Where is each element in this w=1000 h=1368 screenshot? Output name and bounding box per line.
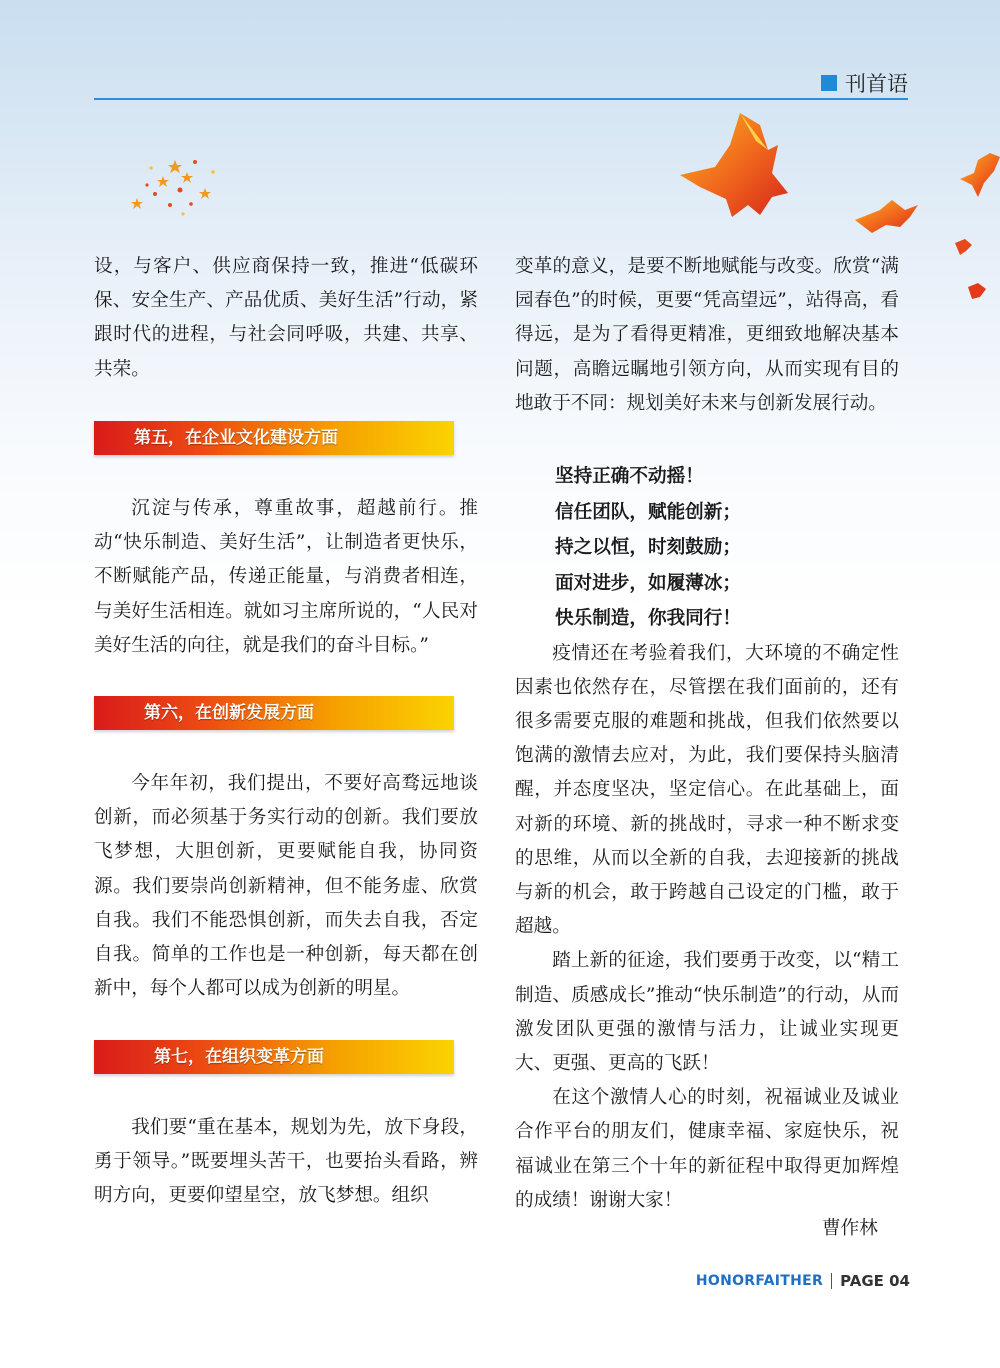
- paragraph: 今年年初，我们提出，不要好高骛远地谈创新，而必须基于务实行动的创新。我们要放飞梦想，大胆创新，更要赋能自我，协同资源。我们要崇尚创新精神，但不能务虚、欣赏自我。我们不能恐惧创新，而失去自我，否定自我。简单的工作也是一种创新，每天都在创新中，每个人都可以成为创新的明星。: [94, 773, 478, 1000]
- footer-divider: [831, 1273, 832, 1289]
- author-signature: 曹作林: [822, 1218, 878, 1239]
- section5-body: [94, 492, 478, 663]
- motto-line: 面对进步，如履薄冰；: [555, 572, 741, 594]
- brand-name: HONORFAITHER: [695, 1273, 824, 1289]
- page-footer: [696, 1272, 910, 1290]
- banner-title: 第六，在创新发展方面: [144, 703, 314, 723]
- motto-line: 快乐制造，你我同行！: [555, 608, 741, 630]
- section6-banner: [94, 696, 454, 730]
- page-number: PAGE 04: [840, 1272, 910, 1290]
- paragraph: 踏上新的征途，我们要勇于改变，以“精工制造、质感成长”推动“快乐制造”的行动，从而激发团队更强的激情与活力，让诚业实现更大、更强、更高的飞跃！: [515, 950, 899, 1074]
- section6-body: [94, 767, 478, 1006]
- section-tag: [821, 68, 908, 98]
- section5-banner: [94, 421, 454, 455]
- motto-line: 持之以恒，时刻鼓励；: [555, 537, 741, 559]
- paragraph: 设，与客户、供应商保持一致，推进“低碳环保、安全生产、产品优质、美好生活”行动，紧跟时代的进程，与社会同呼吸，共建、共享、共荣。: [94, 256, 478, 380]
- paragraph: 沉淀与传承，尊重故事，超越前行。推动“快乐制造、美好生活”，让制造者更快乐，不断赋能产品，传递正能量，与消费者相连，与美好生活相连。就如习主席所说的，“人民对美好生活的向往，就是我们的奋斗目标。”: [94, 498, 478, 656]
- paragraph: 在这个激情人心的时刻，祝福诚业及诚业合作平台的朋友们，健康幸福、家庭快乐，祝福诚业在第三个十年的新征程中取得更加辉煌的成绩！谢谢大家！: [515, 1087, 899, 1211]
- star-cluster-icon: [125, 150, 225, 220]
- header-rule: [94, 98, 908, 100]
- paragraph: 疫情还在考验着我们，大环境的不确定性因素也依然存在，尽管摆在我们面前的，还有很多需要克服的难题和挑战，但我们依然要以饱满的激情去应对，为此，我们要保持头脑清醒，并态度坚决，坚定信心。在此基础上，面对新的环境、新的挑战时，寻求一种不断求变的思维，从而以全新的自我，去迎接新的挑战与新的机会，敢于跨越自己设定的门槛，敢于超越。: [515, 642, 899, 938]
- paragraph: 变革的意义，是要不断地赋能与改变。欣赏“满园春色”的时候，更要“凭高望远”，站得高，看得远，是为了看得更精准，更细致地解决基本问题，高瞻远瞩地引领方向，从而实现有目的地敢于不同：规划美好未来与创新发展行动。: [515, 256, 899, 414]
- section7-banner: [94, 1040, 454, 1074]
- banner-title: 第五，在企业文化建设方面: [134, 428, 338, 448]
- motto-line: 信任团队，赋能创新；: [555, 501, 741, 523]
- section-square-icon: [821, 75, 837, 91]
- motto-line: 坚持正确不动摇！: [555, 466, 704, 488]
- right-column: [515, 250, 899, 1218]
- banner-title: 第七，在组织变革方面: [154, 1047, 324, 1067]
- section7-body: [94, 1111, 478, 1214]
- section-title: 刊首语: [845, 72, 908, 96]
- left-intro: [94, 250, 478, 387]
- paragraph: 我们要“重在基本，规划为先，放下身段，勇于领导。”既要埋头苦干，也要抬头看路，辨明方向，更要仰望星空，放飞梦想。组织: [94, 1117, 478, 1207]
